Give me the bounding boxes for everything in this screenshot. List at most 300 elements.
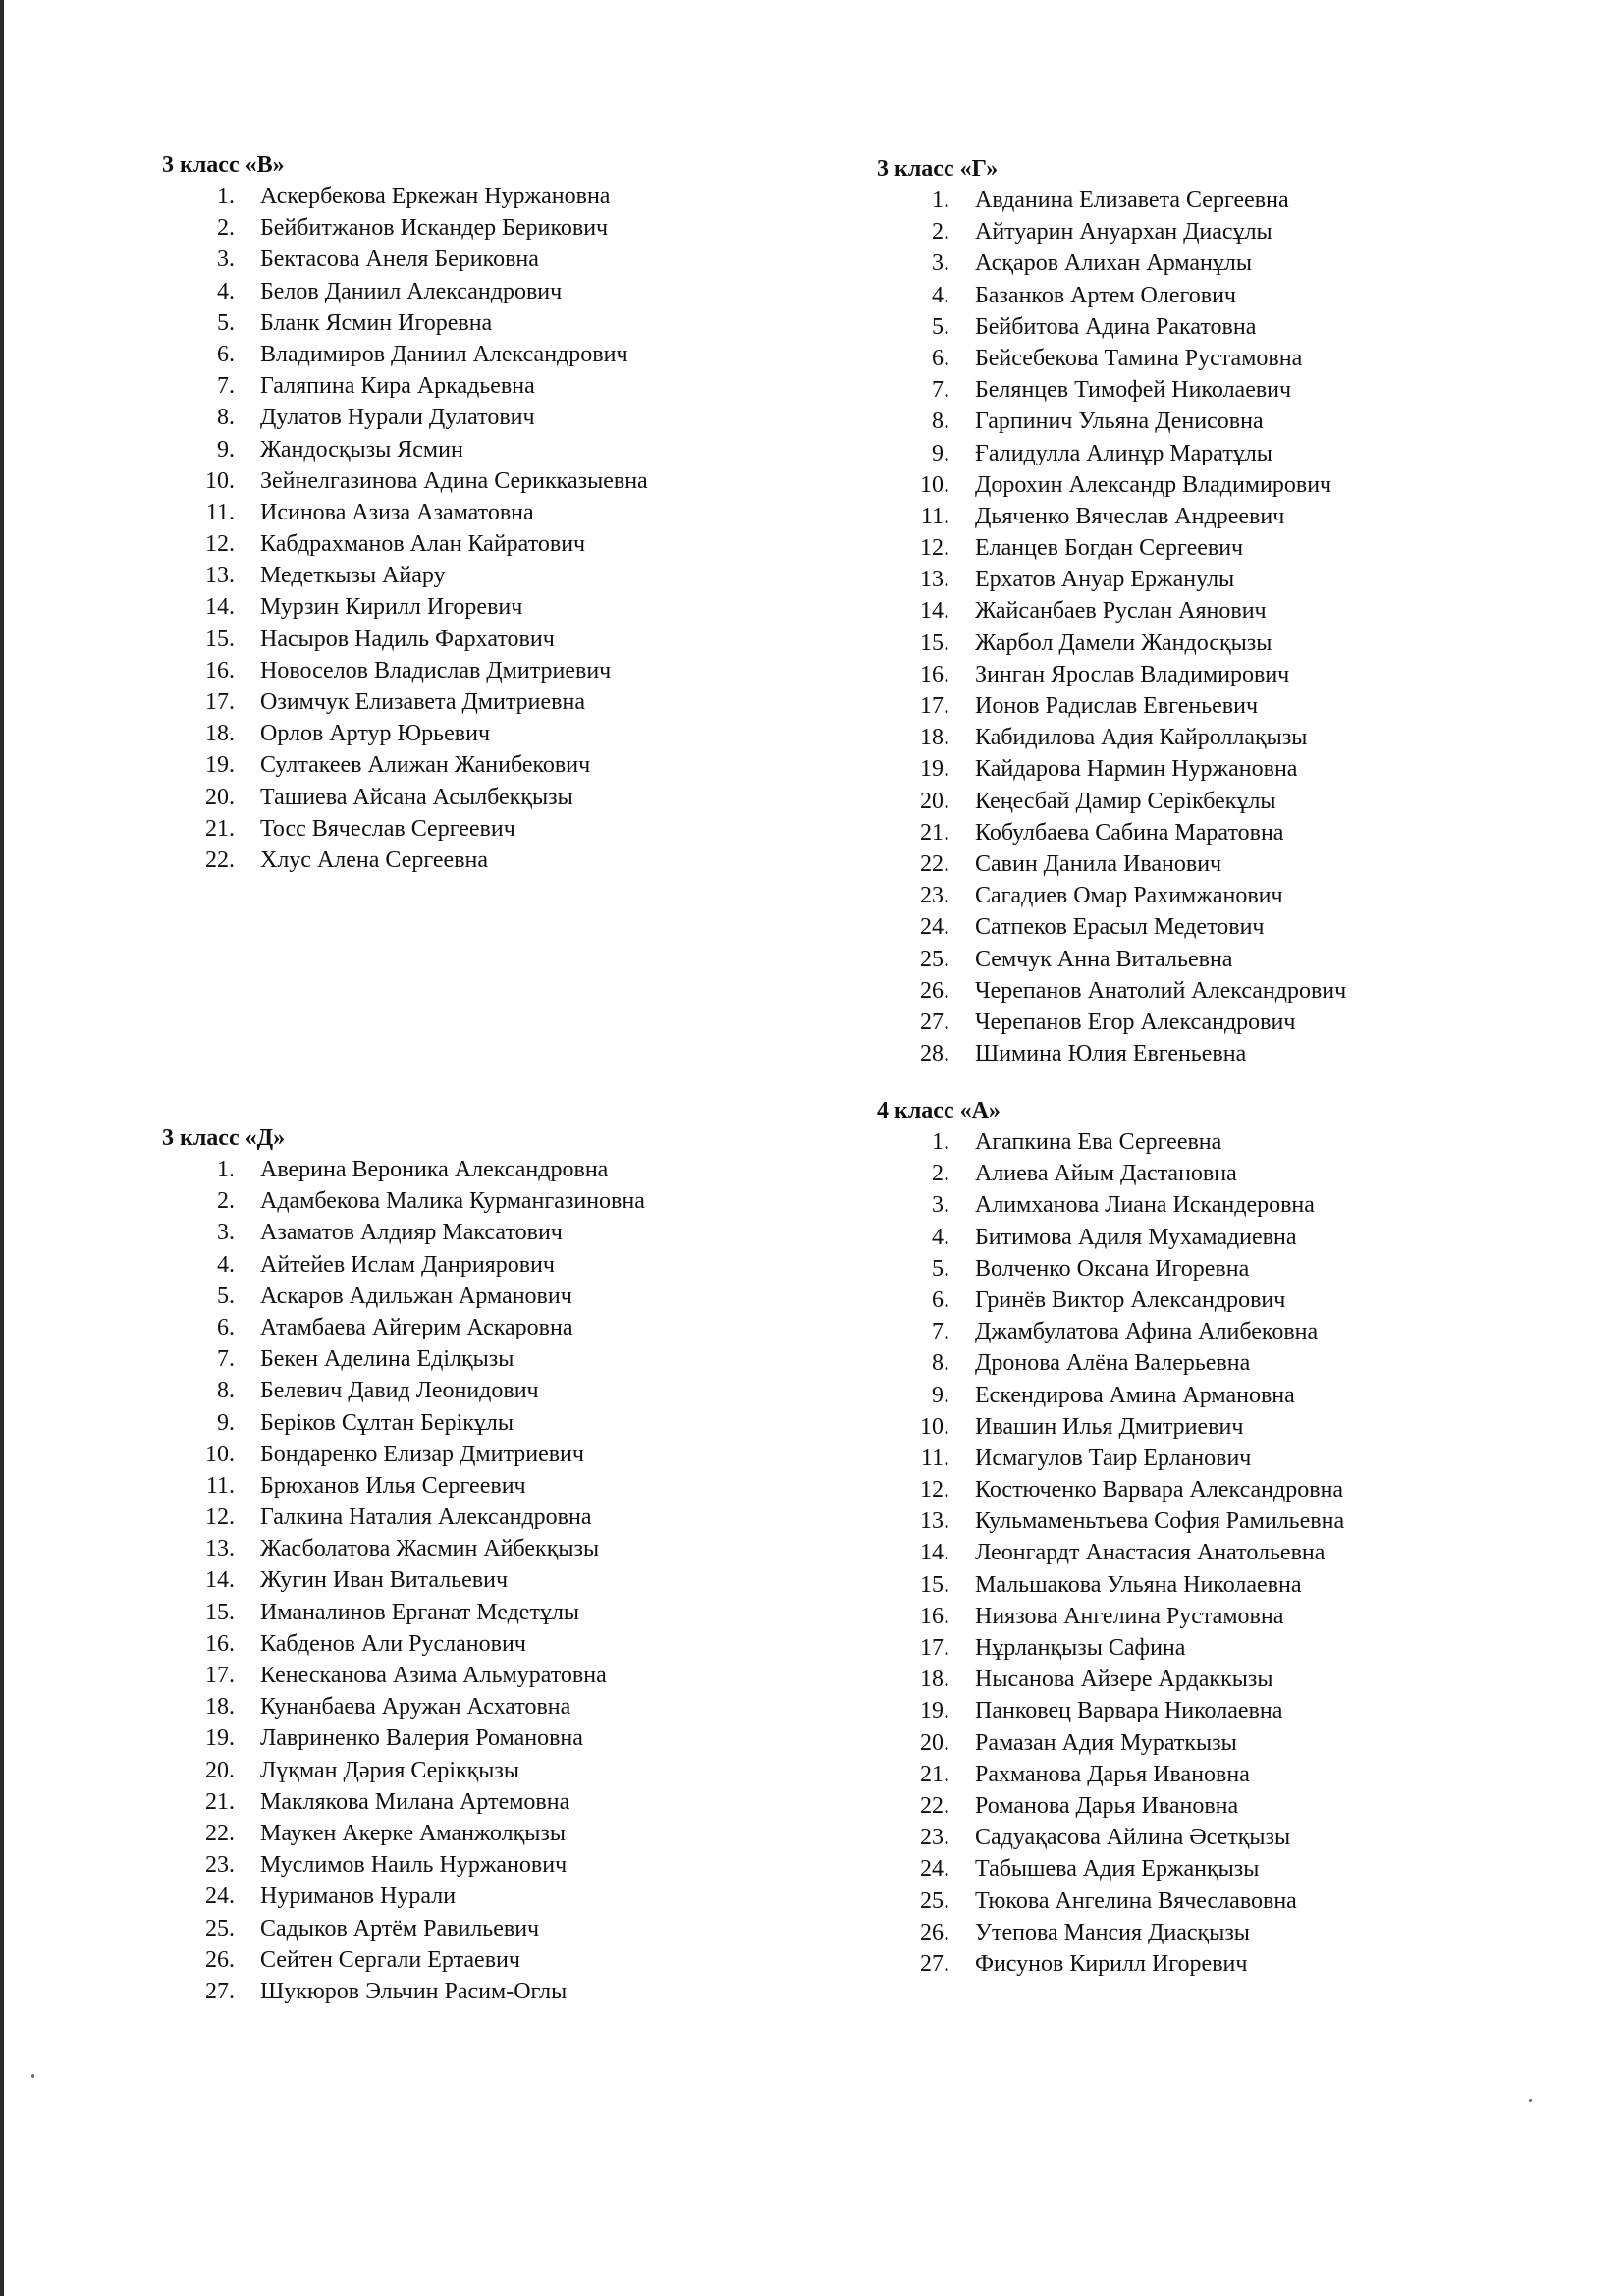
student-row <box>877 1853 1260 1885</box>
student-number: 8. <box>932 1350 949 1377</box>
student-number: 4. <box>932 282 949 308</box>
student-row <box>877 1948 1248 1980</box>
student-row <box>162 718 491 749</box>
student-number: 22. <box>920 850 949 877</box>
student-name: Волченко Оксана Игоревна <box>975 1255 1250 1282</box>
student-number: 3. <box>217 246 235 273</box>
student-row <box>877 280 1236 311</box>
student-name: Табышева Адия Ержанқызы <box>975 1856 1260 1883</box>
student-number: 25. <box>205 1915 235 1941</box>
student-name: Кабидилова Адия Кайроллақызы <box>975 725 1308 751</box>
student-name: Бекен Аделина Еділқызы <box>260 1346 514 1373</box>
student-number: 19. <box>205 752 235 779</box>
student-row <box>162 1913 540 1944</box>
student-name: Романова Дарья Ивановна <box>975 1792 1239 1819</box>
student-number: 4. <box>217 278 235 304</box>
student-number: 16. <box>205 657 235 683</box>
student-name: Исмагулов Таир Ерланович <box>975 1445 1252 1471</box>
student-number: 15. <box>205 626 235 652</box>
student-number: 19. <box>205 1725 235 1752</box>
student-name: Айтуарин Ануархан Диасұлы <box>975 219 1272 246</box>
student-row <box>877 975 1347 1007</box>
student-number: 12. <box>920 1477 949 1503</box>
student-name: Айтейев Ислам Данриярович <box>260 1251 555 1278</box>
student-name: Лұқман Дәрия Серікқызы <box>260 1757 520 1783</box>
student-row <box>162 1217 563 1248</box>
student-row <box>877 786 1276 817</box>
student-name: Гринёв Виктор Александрович <box>975 1286 1286 1313</box>
student-name: Кобулбаева Сабина Маратовна <box>975 819 1284 846</box>
student-number: 8. <box>217 1378 235 1404</box>
student-number: 21. <box>205 1788 235 1815</box>
student-row <box>877 1316 1319 1347</box>
student-row <box>162 1249 555 1281</box>
student-name: Панковец Варвара Николаевна <box>975 1698 1283 1724</box>
student-row <box>877 1790 1239 1822</box>
student-row <box>162 1407 514 1439</box>
student-name: Ескендирова Амина Армановна <box>975 1382 1295 1408</box>
student-number: 6. <box>932 1286 949 1313</box>
student-number: 15. <box>920 629 949 656</box>
student-row <box>162 1343 514 1375</box>
student-name: Мурзин Кирилл Игоревич <box>260 594 523 621</box>
student-row <box>162 591 523 623</box>
student-number: 22. <box>205 1820 235 1846</box>
student-number: 5. <box>217 1283 235 1309</box>
class-section-3d <box>162 1122 645 2007</box>
student-name: Кабденов Али Русланович <box>260 1630 526 1657</box>
student-number: 9. <box>217 1409 235 1436</box>
student-row <box>877 1038 1247 1069</box>
student-list <box>162 1154 645 2007</box>
student-name: Семчук Анна Витальевна <box>975 946 1233 972</box>
student-number: 26. <box>205 1946 235 1973</box>
student-name: Шукюров Эльчин Расим-Оглы <box>260 1978 568 2004</box>
student-name: Султакеев Алижан Жанибекович <box>260 752 591 779</box>
student-name: Галкина Наталия Александровна <box>260 1504 592 1531</box>
student-name: Белевич Давид Леонидович <box>260 1378 539 1404</box>
student-name: Кунанбаева Аружан Асхатовна <box>260 1694 571 1721</box>
student-row <box>162 244 539 275</box>
student-name: Рамазан Адия Мураткызы <box>975 1729 1237 1756</box>
student-name: Фисунов Кирилл Игоревич <box>975 1950 1248 1977</box>
class-section-4a <box>877 1095 1345 1980</box>
student-name: Кеңесбай Дамир Серікбекұлы <box>975 788 1276 814</box>
student-row <box>877 944 1233 975</box>
student-row <box>162 276 563 307</box>
student-row <box>877 1759 1250 1790</box>
student-name: Дьяченко Вячеслав Андреевич <box>975 503 1285 529</box>
student-name: Жугин Иван Витальевич <box>260 1567 509 1594</box>
student-number: 6. <box>217 1314 235 1340</box>
student-number: 24. <box>920 914 949 941</box>
student-row <box>877 911 1265 943</box>
student-name: Гарпинич Ульяна Денисовна <box>975 409 1264 435</box>
student-number: 12. <box>205 1504 235 1531</box>
student-number: 18. <box>205 721 235 747</box>
student-row <box>162 212 609 244</box>
student-number: 10. <box>205 1441 235 1467</box>
student-number: 14. <box>920 598 949 625</box>
student-number: 27. <box>920 1009 949 1035</box>
student-list <box>877 1126 1345 1980</box>
student-number: 6. <box>217 341 235 367</box>
student-number: 15. <box>920 1571 949 1598</box>
student-name: Черепанов Егор Александрович <box>975 1009 1296 1035</box>
student-row <box>877 343 1303 374</box>
student-row <box>877 1822 1291 1853</box>
student-name: Белов Даниил Александрович <box>260 278 563 304</box>
student-number: 14. <box>920 1540 949 1566</box>
student-row <box>877 1126 1222 1158</box>
student-row <box>877 1474 1344 1505</box>
student-number: 28. <box>920 1041 949 1067</box>
student-row <box>162 655 612 686</box>
student-name: Маклякова Милана Артемовна <box>260 1788 570 1815</box>
student-name: Мальшакова Ульяна Николаевна <box>975 1571 1302 1598</box>
student-number: 12. <box>205 531 235 558</box>
student-number: 17. <box>920 1635 949 1661</box>
student-number: 16. <box>920 661 949 687</box>
student-number: 10. <box>205 467 235 494</box>
student-number: 23. <box>205 1852 235 1879</box>
student-row <box>877 406 1264 437</box>
student-number: 10. <box>920 1413 949 1440</box>
student-name: Зейнелгазинова Адина Серикказыевна <box>260 467 648 494</box>
student-row <box>162 181 611 212</box>
student-number: 23. <box>920 883 949 909</box>
student-row <box>162 1881 457 1912</box>
student-number: 5. <box>932 313 949 340</box>
student-number: 12. <box>920 535 949 562</box>
student-row <box>877 1601 1284 1632</box>
student-name: Агапкина Ева Сергеевна <box>975 1129 1222 1155</box>
student-number: 17. <box>205 689 235 715</box>
student-name: Тюкова Ангелина Вячеславовна <box>975 1887 1297 1914</box>
student-row <box>162 1185 645 1217</box>
student-number: 21. <box>920 819 949 846</box>
student-name: Иманалинов Ерганат Медетұлы <box>260 1599 580 1625</box>
student-row <box>877 690 1259 722</box>
student-row <box>162 686 585 718</box>
student-row <box>877 374 1292 406</box>
student-number: 2. <box>932 219 949 246</box>
student-name: Дулатов Нурали Дулатович <box>260 405 535 431</box>
student-name: Алимханова Лиана Искандеровна <box>975 1192 1315 1219</box>
student-row <box>877 722 1308 753</box>
student-number: 16. <box>920 1603 949 1629</box>
student-name: Садыков Артём Равильевич <box>260 1915 540 1941</box>
student-number: 1. <box>217 184 235 209</box>
student-row <box>162 1154 609 1185</box>
student-name: Утепова Мансия Диасқызы <box>975 1919 1250 1945</box>
student-name: Муслимов Наиль Нуржанович <box>260 1852 568 1879</box>
student-name: Зинган Ярослав Владимирович <box>975 661 1290 687</box>
student-number: 17. <box>205 1663 235 1688</box>
scan-speck <box>31 2074 34 2078</box>
student-number: 7. <box>217 373 235 400</box>
student-row <box>162 370 535 402</box>
student-row <box>162 1312 573 1343</box>
student-row <box>162 339 628 370</box>
student-name: Жасболатова Жасмин Айбекқызы <box>260 1536 600 1562</box>
student-number: 9. <box>932 440 949 466</box>
student-row <box>877 564 1235 595</box>
student-row <box>877 216 1272 247</box>
student-number: 7. <box>217 1346 235 1373</box>
student-number: 19. <box>920 756 949 783</box>
student-row <box>877 817 1284 848</box>
student-row <box>877 1505 1345 1537</box>
student-name: Бондаренко Елизар Дмитриевич <box>260 1441 584 1467</box>
student-name: Медеткызы Айару <box>260 563 446 589</box>
student-name: Новоселов Владислав Дмитриевич <box>260 657 612 683</box>
student-row <box>877 1886 1297 1917</box>
student-row <box>162 1564 509 1596</box>
student-number: 9. <box>932 1382 949 1408</box>
student-number: 15. <box>205 1599 235 1625</box>
student-name: Сатпеков Ерасыл Медетович <box>975 914 1265 941</box>
student-row <box>877 1917 1250 1948</box>
student-row <box>162 1722 583 1754</box>
student-row <box>162 402 535 433</box>
student-row <box>162 749 591 781</box>
student-name: Кайдарова Нармин Нуржановна <box>975 756 1298 783</box>
student-row <box>877 311 1257 343</box>
student-number: 6. <box>932 345 949 371</box>
student-name: Аверина Вероника Александровна <box>260 1157 609 1182</box>
student-row <box>162 465 648 497</box>
student-row <box>162 1691 571 1722</box>
student-row <box>877 848 1222 880</box>
student-number: 23. <box>920 1825 949 1851</box>
student-name: Бейсебекова Тамина Рустамовна <box>975 345 1303 371</box>
student-number: 10. <box>920 471 949 498</box>
student-number: 11. <box>920 503 949 529</box>
student-number: 13. <box>205 1536 235 1562</box>
student-number: 3. <box>932 250 949 277</box>
class-section-3v <box>162 149 648 876</box>
student-row <box>877 1347 1251 1379</box>
student-row <box>877 595 1267 627</box>
student-row <box>877 659 1290 690</box>
student-row <box>162 1786 570 1818</box>
student-name: Тосс Вячеслав Сергеевич <box>260 815 515 842</box>
student-row <box>877 1253 1250 1285</box>
student-row <box>877 753 1298 785</box>
student-row <box>162 434 463 465</box>
student-name: Авданина Елизавета Сергеевна <box>975 188 1289 213</box>
student-name: Насыров Надиль Фархатович <box>260 626 555 652</box>
student-row <box>162 1375 539 1406</box>
student-row <box>877 1569 1302 1601</box>
student-number: 13. <box>920 1508 949 1535</box>
student-row <box>162 560 446 591</box>
student-row <box>162 1628 526 1660</box>
student-name: Бейбитжанов Искандер Берикович <box>260 215 609 242</box>
student-row <box>162 782 573 813</box>
student-name: Асқаров Алихан Арманұлы <box>975 250 1252 277</box>
student-row <box>162 1755 520 1786</box>
student-name: Адамбекова Малика Курмангазиновна <box>260 1188 645 1215</box>
student-name: Садуақасова Айлина Әсетқызы <box>975 1825 1291 1851</box>
student-name: Битимова Адиля Мухамадиевна <box>975 1224 1297 1250</box>
student-number: 2. <box>217 1188 235 1215</box>
student-name: Кульмаменьтьева София Рамильевна <box>975 1508 1345 1535</box>
student-name: Леонгардт Анастасия Анатольевна <box>975 1540 1326 1566</box>
class-title: 3 класс «В» <box>162 152 285 178</box>
student-number: 1. <box>217 1157 235 1182</box>
student-name: Бланк Ясмин Игоревна <box>260 309 493 336</box>
student-number: 22. <box>920 1792 949 1819</box>
student-name: Исинова Азиза Азаматовна <box>260 499 534 525</box>
class-section-3g <box>877 153 1347 1069</box>
student-name: Хлус Алена Сергеевна <box>260 847 489 873</box>
student-name: Ерхатов Ануар Ержанулы <box>975 567 1235 593</box>
student-number: 11. <box>205 1472 235 1499</box>
student-row <box>162 1597 580 1628</box>
student-number: 1. <box>932 188 949 213</box>
student-row <box>877 185 1289 216</box>
student-number: 21. <box>920 1761 949 1787</box>
student-row <box>162 1849 568 1881</box>
class-title: 3 класс «Д» <box>162 1125 286 1151</box>
student-number: 24. <box>920 1856 949 1883</box>
student-row <box>877 501 1285 532</box>
student-number: 22. <box>205 847 235 873</box>
student-number: 20. <box>205 1757 235 1783</box>
student-number: 11. <box>920 1445 949 1471</box>
student-list <box>162 181 648 876</box>
student-row <box>877 1443 1252 1474</box>
student-name: Азаматов Алдияр Максатович <box>260 1220 563 1246</box>
student-row <box>877 247 1252 279</box>
student-name: Ниязова Ангелина Рустамовна <box>975 1603 1284 1629</box>
student-number: 21. <box>205 815 235 842</box>
student-number: 7. <box>932 377 949 404</box>
student-number: 20. <box>920 1729 949 1756</box>
student-name: Жарбол Дамели Жандосқызы <box>975 629 1272 656</box>
student-name: Белянцев Тимофей Николаевич <box>975 377 1292 404</box>
student-row <box>877 1664 1273 1695</box>
student-row <box>877 1727 1237 1759</box>
student-name: Дронова Алёна Валерьевна <box>975 1350 1251 1377</box>
student-row <box>877 1537 1326 1568</box>
student-name: Озимчук Елизавета Дмитриевна <box>260 689 585 715</box>
student-name: Ионов Радислав Евгеньевич <box>975 693 1259 719</box>
student-number: 14. <box>205 594 235 621</box>
student-number: 5. <box>217 309 235 336</box>
student-number: 20. <box>920 788 949 814</box>
student-name: Орлов Артур Юрьевич <box>260 721 491 747</box>
student-number: 18. <box>920 725 949 751</box>
student-name: Рахманова Дарья Ивановна <box>975 1761 1250 1787</box>
student-name: Сагадиев Омар Рахимжанович <box>975 883 1283 909</box>
student-number: 3. <box>217 1220 235 1246</box>
student-name: Аскербекова Еркежан Нуржановна <box>260 184 611 209</box>
student-name: Кабдрахманов Алан Кайратович <box>260 531 586 558</box>
student-number: 27. <box>205 1978 235 2004</box>
student-name: Сейтен Сергали Ертаевич <box>260 1946 520 1973</box>
student-row <box>877 469 1332 501</box>
student-row <box>162 1660 607 1691</box>
student-name: Ташиева Айсана Асылбекқызы <box>260 784 573 810</box>
student-name: Бектасова Анеля Бериковна <box>260 246 539 273</box>
student-name: Ғалидулла Алинұр Маратұлы <box>975 440 1272 466</box>
student-name: Базанков Артем Олегович <box>975 282 1236 308</box>
student-row <box>877 532 1244 564</box>
student-name: Маукен Акерке Аманжолқызы <box>260 1820 566 1846</box>
student-name: Нысанова Айзере Ардаккызы <box>975 1667 1273 1693</box>
student-number: 18. <box>920 1667 949 1693</box>
class-title: 3 класс «Г» <box>877 156 999 182</box>
student-row <box>162 1533 600 1564</box>
student-number: 8. <box>217 405 235 431</box>
student-name: Дорохин Александр Владимирович <box>975 471 1332 498</box>
student-row <box>162 1502 592 1533</box>
student-number: 5. <box>932 1255 949 1282</box>
student-row <box>877 1632 1186 1664</box>
scan-speck <box>1529 2099 1532 2102</box>
student-number: 16. <box>205 1630 235 1657</box>
class-title: 4 класс «А» <box>877 1098 1001 1123</box>
student-row <box>162 845 489 876</box>
student-number: 8. <box>932 409 949 435</box>
student-name: Брюханов Илья Сергеевич <box>260 1472 526 1499</box>
student-name: Черепанов Анатолий Александрович <box>975 977 1347 1004</box>
student-row <box>162 1944 520 1976</box>
student-name: Шимина Юлия Евгеньевна <box>975 1041 1247 1067</box>
student-number: 4. <box>217 1251 235 1278</box>
student-number: 2. <box>932 1161 949 1187</box>
student-row <box>162 1818 566 1849</box>
student-name: Владимиров Даниил Александрович <box>260 341 628 367</box>
student-list <box>877 185 1347 1069</box>
student-row <box>877 880 1283 911</box>
student-row <box>877 1158 1237 1189</box>
student-number: 13. <box>920 567 949 593</box>
student-number: 26. <box>920 977 949 1004</box>
student-row <box>877 1411 1244 1443</box>
student-name: Жандосқызы Ясмин <box>260 436 463 463</box>
student-number: 26. <box>920 1919 949 1945</box>
student-row <box>162 528 586 560</box>
student-row <box>877 1222 1297 1253</box>
student-row <box>877 1695 1283 1726</box>
student-number: 1. <box>932 1129 949 1155</box>
student-name: Атамбаева Айгерим Аскаровна <box>260 1314 573 1340</box>
student-number: 27. <box>920 1950 949 1977</box>
student-row <box>877 1380 1295 1411</box>
student-number: 11. <box>205 499 235 525</box>
student-number: 2. <box>217 215 235 242</box>
student-number: 13. <box>205 563 235 589</box>
student-name: Нұрланқызы Сафина <box>975 1635 1186 1661</box>
student-number: 25. <box>920 946 949 972</box>
student-row <box>877 628 1272 659</box>
student-number: 19. <box>920 1698 949 1724</box>
student-number: 20. <box>205 784 235 810</box>
student-row <box>162 813 515 845</box>
student-number: 25. <box>920 1887 949 1914</box>
student-name: Беріков Сұлтан Берікұлы <box>260 1409 514 1436</box>
student-name: Кенесканова Азима Альмуратовна <box>260 1663 607 1688</box>
student-name: Алиева Айым Дастановна <box>975 1161 1237 1187</box>
student-name: Лавриненко Валерия Романовна <box>260 1725 583 1752</box>
student-name: Джамбулатова Афина Алибековна <box>975 1319 1319 1345</box>
student-name: Жайсанбаев Руслан Аянович <box>975 598 1267 625</box>
student-row <box>162 1976 568 2007</box>
